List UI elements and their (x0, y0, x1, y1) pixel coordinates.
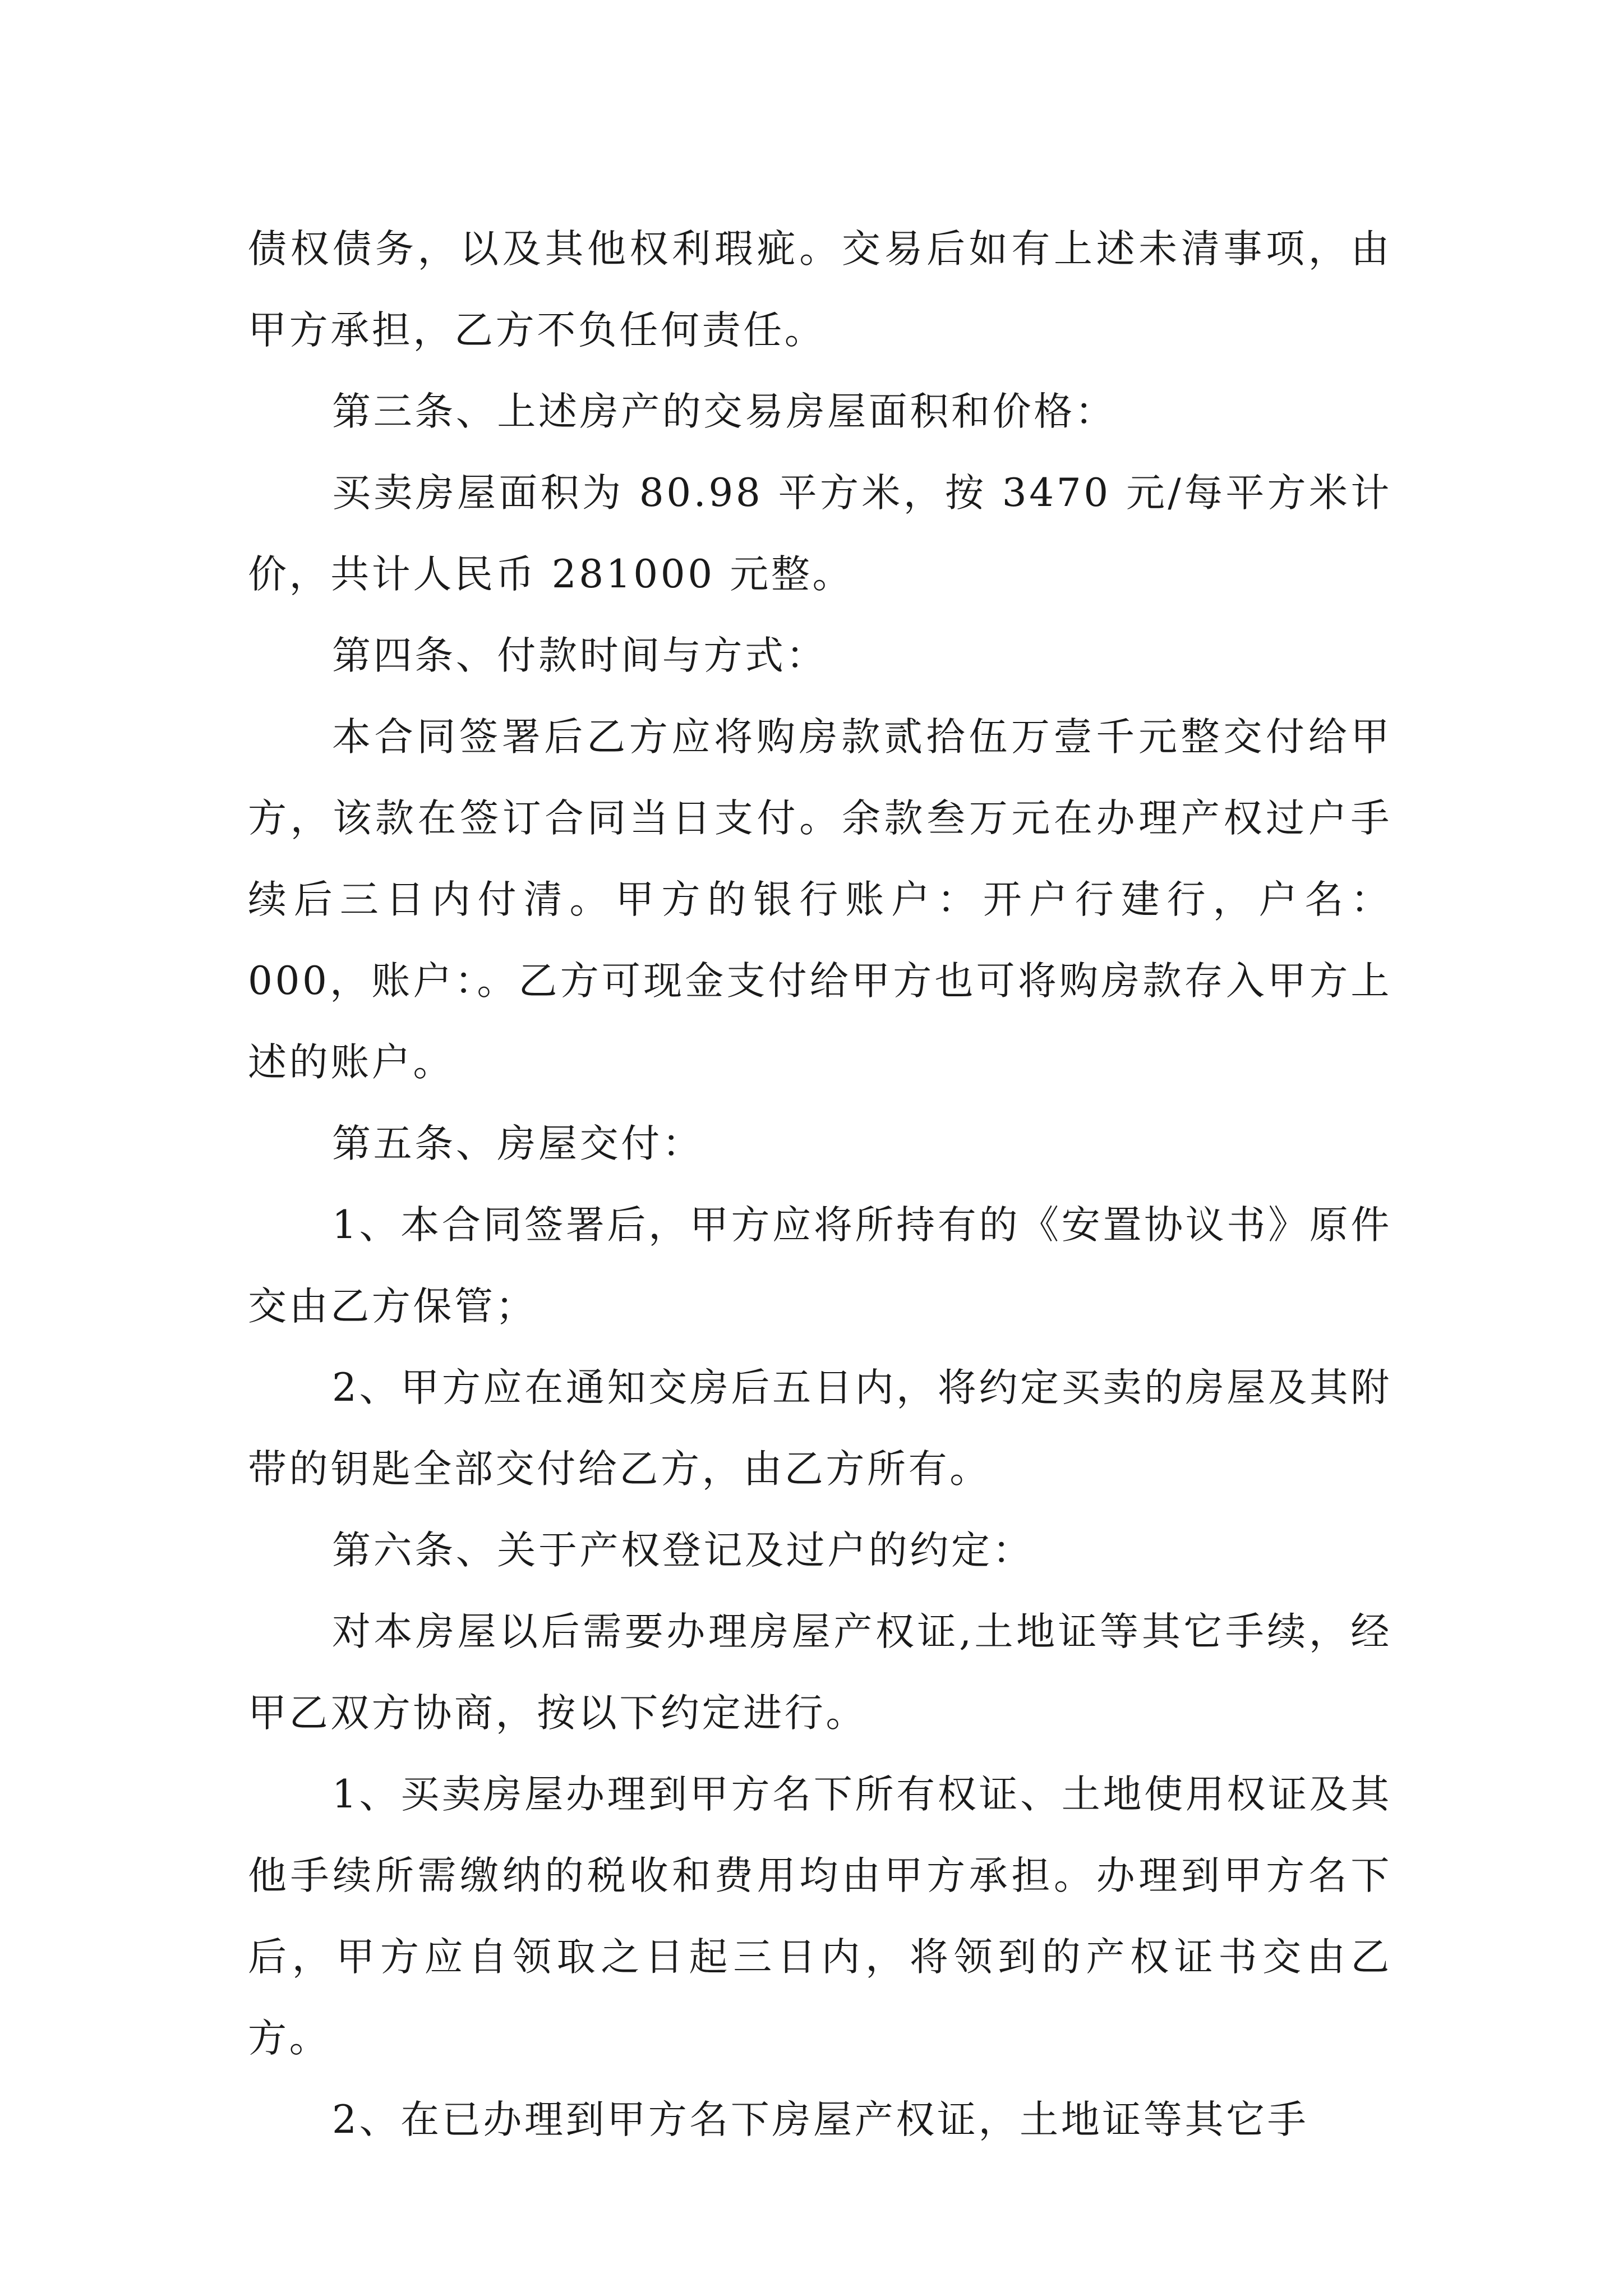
paragraph-debt-clause: 债权债务，以及其他权利瑕疵。交易后如有上述未清事项，由甲方承担，乙方不负任何责任。 (248, 227, 1392, 353)
heading-article-3: 第三条、上述房产的交易房屋面积和价格： (332, 389, 1117, 434)
document-body (248, 209, 1392, 2161)
paragraph-registration-intro: 对本房屋以后需要办理房屋产权证,土地证等其它手续，经甲乙双方协商，按以下约定进行。 (248, 1609, 1392, 1736)
paragraph-delivery-2: 2、甲方应在通知交房后五日内，将约定买卖的房屋及其附带的钥匙全部交付给乙方，由乙方所有。 (248, 1365, 1392, 1492)
heading-article-6: 第六条、关于产权登记及过户的约定： (332, 1528, 1034, 1573)
paragraph-delivery-1: 1、本合同签署后，甲方应将所持有的《安置协议书》原件交由乙方保管； (248, 1203, 1392, 1329)
heading-article-5: 第五条、房屋交付： (332, 1121, 704, 1166)
paragraph-payment: 本合同签署后乙方应将购房款贰拾伍万壹千元整交付给甲方，该款在签订合同当日支付。余款叁万元在办理产权过户手续后三日内付清。甲方的银行账户：开户行建行，户名：000，账户：。乙方可现金支付给甲方也可将购房款存入甲方上述的账户。 (248, 715, 1392, 1085)
paragraph-registration-1: 1、买卖房屋办理到甲方名下所有权证、土地使用权证及其他手续所需缴纳的税收和费用均由甲方承担。办理到甲方名下后，甲方应自领取之日起三日内，将领到的产权证书交由乙方。 (248, 1772, 1392, 2061)
heading-article-4: 第四条、付款时间与方式： (332, 633, 828, 678)
paragraph-registration-2: 2、在已办理到甲方名下房屋产权证，土地证等其它手 (332, 2097, 1309, 2142)
paragraph-area-price: 买卖房屋面积为 80.98 平方米，按 3470 元/每平方米计价，共计人民币 281000 元整。 (248, 471, 1392, 597)
